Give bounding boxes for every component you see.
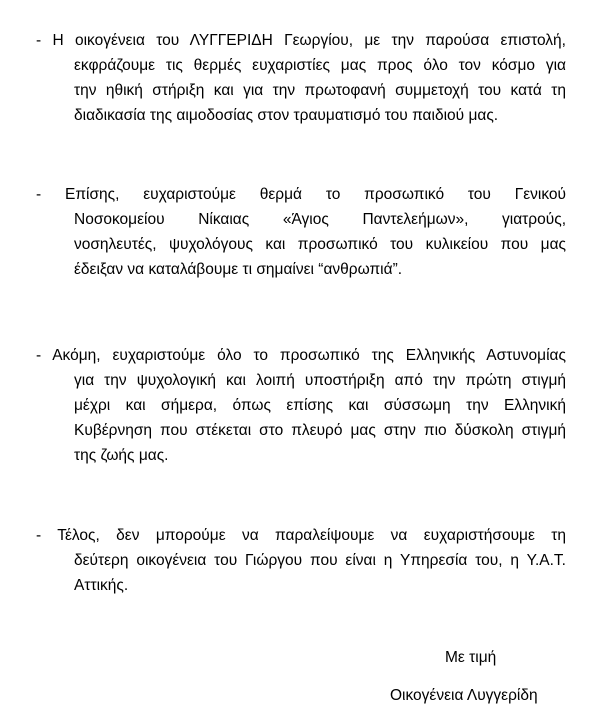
paragraph-line: έδειξαν να καταλάβουμε τι σημαίνει “ανθρωπιά”. <box>74 261 403 278</box>
signature: Οικογένεια Λυγγερίδη <box>390 687 538 704</box>
paragraph-line: διαδικασία της αιμοδοσίας στον τραυματισμό του παιδιού μας. <box>74 107 499 124</box>
paragraph-line: της ζωής μας. <box>74 447 169 464</box>
paragraph-line: μέχρι και σήμερα, όπως επίσης και σύσσωμη την Ελληνική <box>74 397 566 414</box>
paragraph-line: Κυβέρνηση που στέκεται στο πλευρό μας στην πιο δύσκολη στιγμή <box>74 422 566 439</box>
paragraph-line: δεύτερη οικογένεια του Γιώργου που είναι η Υπηρεσία του, η Υ.Α.Τ. <box>74 552 566 569</box>
paragraph-line: - Τέλος, δεν μπορούμε να παραλείψουμε να ευχαριστήσουμε τη <box>36 527 566 544</box>
paragraph-line: για την ψυχολογική και λοιπή υποστήριξη από την πρώτη στιγμή <box>74 372 566 389</box>
paragraph-line: Νοσοκομείου Νίκαιας «Άγιος Παντελεήμων», γιατρούς, <box>74 211 566 228</box>
paragraph-1 <box>36 28 566 128</box>
paragraph-line: - Ακόμη, ευχαριστούμε όλο το προσωπικό της Ελληνικής Αστυνομίας <box>36 347 566 364</box>
paragraph-line: - Η οικογένεια του ΛΥΓΓΕΡΙΔΗ Γεωργίου, με την παρούσα επιστολή, <box>36 32 566 49</box>
paragraph-4 <box>36 523 566 598</box>
paragraph-line: - Επίσης, ευχαριστούμε θερμά το προσωπικό του Γενικού <box>36 186 566 203</box>
paragraph-2 <box>36 182 566 282</box>
paragraph-3 <box>36 343 566 468</box>
paragraph-line: νοσηλευτές, ψυχολόγους και προσωπικό του κυλικείου που μας <box>74 236 566 253</box>
paragraph-line: εκφράζουμε τις θερμές ευχαριστίες μας προς όλο τον κόσμο για <box>74 57 566 74</box>
paragraph-line: την ηθική στήριξη και για την πρωτοφανή συμμετοχή του κατά τη <box>74 82 566 99</box>
closing-salutation: Με τιμή <box>445 649 497 666</box>
paragraph-line: Αττικής. <box>74 577 129 594</box>
